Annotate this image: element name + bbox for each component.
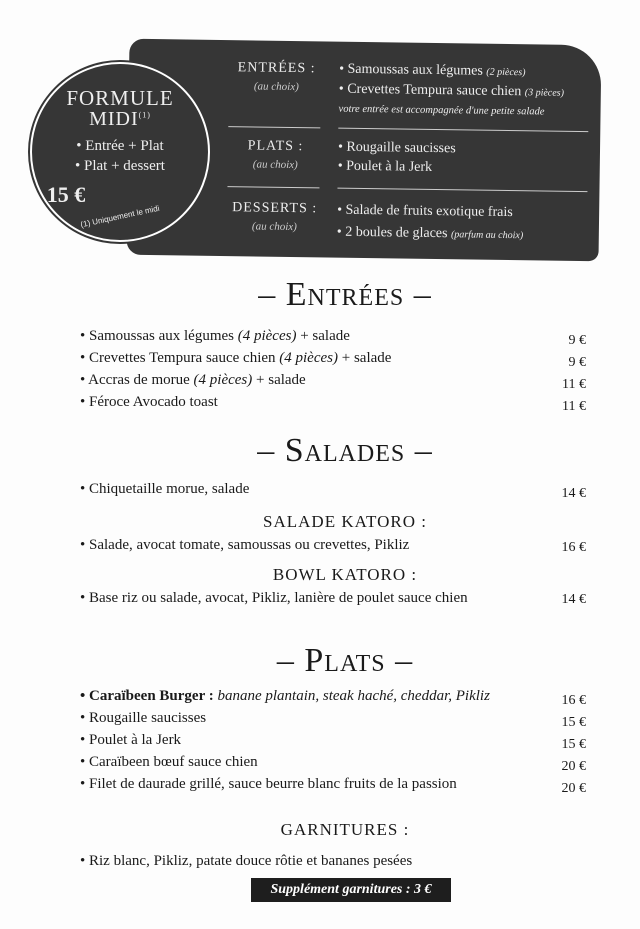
- formule-subtitle: [32, 108, 208, 131]
- list-item: [80, 776, 457, 793]
- banner-item: • 2 boules de glaces: [336, 224, 452, 242]
- item-suffix: + salade: [252, 372, 306, 388]
- category-name: ENTRÉES :: [237, 60, 316, 77]
- item-detail: (4 pièces): [193, 372, 253, 388]
- section-title-salades: – Salades –: [257, 432, 433, 469]
- item-detail: banane plantain, steak haché, cheddar, Pikliz: [217, 688, 490, 704]
- list-item: [80, 394, 218, 411]
- item-price: 20 €: [561, 781, 586, 796]
- item-name: • Rougaille saucisses: [80, 710, 207, 726]
- banner-item: • Rougaille saucisses: [337, 139, 456, 157]
- category-name: DESSERTS :: [232, 200, 318, 217]
- list-item: • Base riz ou salade, avocat, Pikliz, lanière de poulet sauce chien: [80, 590, 468, 606]
- supplement-badge: Supplément garnitures : 3 €: [251, 878, 451, 902]
- list-item: [80, 372, 306, 389]
- formule-midi-badge: [30, 62, 210, 242]
- item-detail: (4 pièces): [279, 350, 338, 366]
- banner-item: • Poulet à la Jerk: [337, 158, 433, 175]
- banner-items-entrees: [338, 60, 564, 122]
- item-suffix: + salade: [296, 328, 350, 344]
- banner-items-plats: [338, 138, 456, 178]
- banner-category-entrees: [229, 60, 324, 93]
- item-name: • Filet de daurade grillé, sauce beurre blanc fruits de la passion: [80, 776, 457, 792]
- subsection-title: BOWL KATORO :: [272, 565, 418, 584]
- banner-category-desserts: [227, 200, 322, 233]
- banner-item: • Samoussas aux légumes: [339, 61, 487, 79]
- list-item: • Chiquetaille morue, salade: [80, 481, 250, 497]
- banner-note: votre entrée est accompagnée d'une petite salade: [338, 103, 545, 118]
- item-price: 15 €: [561, 715, 586, 730]
- section-title-plats: – Plats –: [276, 642, 414, 679]
- item-price: 9 €: [568, 333, 586, 348]
- item-name: • Samoussas aux légumes: [80, 328, 238, 344]
- subsection-title-garnitures: GARNITURES :: [280, 820, 410, 839]
- divider: [337, 188, 587, 192]
- footnote-mark: (1): [138, 110, 151, 120]
- divider: [227, 186, 319, 188]
- item-name: • Caraïbeen bœuf sauce chien: [80, 754, 258, 770]
- banner-category-plats: [228, 138, 323, 171]
- formule-subtitle-text: MIDI: [89, 108, 139, 130]
- formule-note: (1) Uniquement le midi: [79, 203, 161, 230]
- item-suffix: + salade: [337, 350, 392, 366]
- banner-item-detail: (2 pièces): [486, 66, 526, 79]
- item-price: 11 €: [562, 377, 586, 392]
- banner-item-detail: (parfum au choix): [450, 229, 524, 242]
- list-item: [80, 710, 206, 727]
- banner-items-desserts: [337, 200, 524, 248]
- banner-item-detail: (3 pièces): [524, 87, 565, 99]
- item-price: 16 €: [561, 540, 586, 555]
- banner-item: • Salade de fruits exotique frais: [337, 202, 513, 221]
- formule-option: • Entrée + Plat: [76, 138, 164, 154]
- section-title-entrees: – Entrées –: [258, 276, 432, 313]
- item-price: 15 €: [561, 737, 586, 752]
- list-item: [80, 328, 350, 345]
- item-name: • Féroce Avocado toast: [80, 394, 218, 410]
- banner-item: • Crevettes Tempura sauce chien: [338, 81, 525, 100]
- item-price: 20 €: [561, 759, 586, 774]
- item-name: • Poulet à la Jerk: [80, 732, 182, 748]
- divider: [228, 126, 320, 128]
- list-item: [80, 350, 391, 367]
- list-item: • Riz blanc, Pikliz, patate douce rôtie et bananes pesées: [80, 853, 413, 869]
- item-price: 9 €: [568, 355, 586, 370]
- list-item: [80, 754, 258, 771]
- category-sub: (au choix): [253, 80, 299, 94]
- subsection-title: SALADE KATORO :: [263, 512, 427, 531]
- item-detail: (4 pièces): [237, 328, 297, 344]
- formule-price: 15 €: [46, 182, 86, 207]
- item-price: 16 €: [561, 693, 586, 708]
- category-sub: (au choix): [251, 220, 297, 234]
- list-item: [80, 688, 490, 705]
- item-name: • Crevettes Tempura sauce chien: [80, 350, 280, 366]
- item-name: • Accras de morue: [80, 372, 194, 388]
- category-name: PLATS :: [247, 138, 304, 155]
- item-price: 11 €: [562, 399, 586, 414]
- formule-title: FORMULE: [66, 86, 174, 110]
- category-sub: (au choix): [252, 158, 298, 172]
- item-price: 14 €: [561, 486, 586, 501]
- list-item: [80, 732, 181, 749]
- formule-option: • Plat + dessert: [75, 158, 165, 174]
- divider: [338, 128, 588, 132]
- item-name: • Caraïbeen Burger :: [80, 688, 218, 704]
- item-price: 14 €: [561, 592, 586, 607]
- list-item: • Salade, avocat tomate, samoussas ou crevettes, Pikliz: [80, 537, 410, 553]
